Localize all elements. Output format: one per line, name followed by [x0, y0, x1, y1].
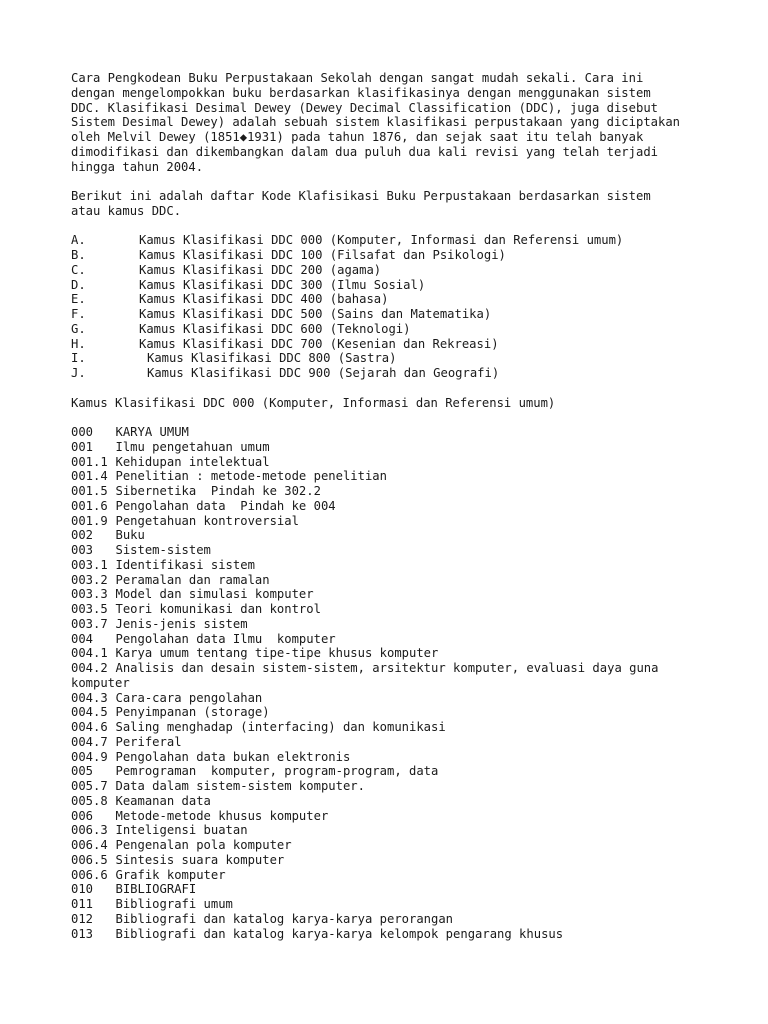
paragraph-gap [71, 410, 731, 425]
ddc-entry [71, 661, 731, 676]
ddc-code: 001.4 [71, 469, 108, 484]
ddc-code: 002 [71, 528, 94, 543]
ddc-entry [71, 838, 731, 853]
ddc-code: 004.6 [71, 720, 108, 734]
ddc-code: 006.5 [71, 852, 108, 867]
ddc-label: Keamanan data [115, 793, 211, 808]
class-text: Kamus Klasifikasi DDC 300 (Ilmu Sosial) [139, 277, 426, 292]
ddc-entry [71, 499, 731, 514]
ddc-entry [71, 691, 731, 706]
ddc-code: 003.7 [71, 616, 108, 631]
ddc-entry [71, 617, 731, 632]
ddc-label: Sibernetika Pindah ke 302.2 [115, 484, 321, 498]
list-intro-line: Berikut ini adalah daftar Kode Klafisikasi Buku Perpustakaan berdasarkan sistem [71, 189, 651, 203]
ddc-label: Analisis dan desain sistem-sistem, arsitektur komputer, evaluasi daya guna [115, 661, 659, 675]
ddc-label: Bibliografi dan katalog karya-karya perorangan [115, 911, 454, 926]
ddc-code: 006.3 [71, 823, 108, 838]
ddc-label: Bibliografi umum [115, 897, 233, 911]
ddc-code: 004.1 [71, 646, 108, 661]
ddc-entry [71, 469, 731, 484]
ddc-entry [71, 514, 731, 529]
ddc-label: Pengenalan pola komputer [115, 838, 292, 852]
ddc-code: 012 [71, 911, 94, 926]
class-list-item [71, 351, 731, 366]
class-letter: D. [71, 277, 86, 292]
class-list-item [71, 278, 731, 293]
ddc-code: 013 [71, 926, 94, 941]
ddc-entry [71, 720, 731, 735]
intro-line: oleh Melvil Dewey (1851◆1931) pada tahun 1876, dan sejak saat itu telah banyak [71, 130, 644, 144]
class-letter: G. [71, 321, 86, 336]
ddc-code: 003 [71, 543, 94, 557]
document-page [71, 71, 731, 941]
ddc-code: 004.2 [71, 661, 108, 675]
class-text: Kamus Klasifikasi DDC 900 (Sejarah dan Geografi) [147, 366, 500, 380]
ddc-entry [71, 794, 731, 809]
ddc-entry [71, 750, 731, 765]
ddc-label: Saling menghadap (interfacing) dan komunikasi [115, 720, 446, 734]
ddc-label: Ilmu pengetahuan umum [115, 439, 270, 454]
class-list [71, 233, 731, 381]
class-letter: I. [71, 351, 86, 366]
ddc-code: 010 [71, 882, 94, 897]
intro-line: Cara Pengkodean Buku Perpustakaan Sekolah dengan sangat mudah sekali. Cara ini [71, 71, 644, 85]
ddc-label: Inteligensi buatan [115, 823, 248, 838]
ddc-code: 004.5 [71, 705, 108, 720]
intro-paragraph [71, 71, 731, 174]
ddc-label: Bibliografi dan katalog karya-karya kelompok pengarang khusus [115, 926, 564, 941]
class-letter: B. [71, 248, 86, 262]
ddc-entry [71, 602, 731, 617]
ddc-entry [71, 587, 731, 602]
ddc-code: 011 [71, 897, 94, 911]
ddc-entry [71, 646, 731, 661]
ddc-entry [71, 528, 731, 543]
ddc-label: Karya umum tentang tipe-tipe khusus komputer [115, 646, 439, 661]
ddc-entry [71, 927, 731, 942]
class-list-item [71, 322, 731, 337]
ddc-code: 001.9 [71, 513, 108, 528]
ddc-code: 006.6 [71, 867, 108, 882]
class-list-item [71, 366, 731, 381]
class-letter: F. [71, 307, 86, 321]
intro-line: dengan mengelompokkan buku berdasarkan klasifikasinya dengan menggunakan sistem [71, 85, 651, 100]
intro-line: dimodifikasi dan dikembangkan dalam dua puluh dua kali revisi yang telah terjadi [71, 144, 658, 159]
ddc-entry [71, 632, 731, 647]
class-text: Kamus Klasifikasi DDC 100 (Filsafat dan Psikologi) [139, 248, 506, 262]
ddc-entry [71, 484, 731, 499]
class-list-item [71, 307, 731, 322]
class-list-item [71, 337, 731, 352]
ddc-label: Periferal [115, 734, 182, 749]
ddc-entry [71, 705, 731, 720]
ddc-code: 003.5 [71, 602, 108, 616]
class-list-item [71, 233, 731, 248]
ddc-entry [71, 573, 731, 588]
class-text: Kamus Klasifikasi DDC 500 (Sains dan Matematika) [139, 307, 492, 321]
intro-line: Sistem Desimal Dewey) adalah sebuah sistem klasifikasi perpustakaan yang diciptakan [71, 115, 681, 130]
ddc-entry [71, 779, 731, 794]
ddc-code: 004.3 [71, 690, 108, 705]
ddc-label: Penelitian : metode-metode penelitian [115, 469, 387, 484]
ddc-entry-list [71, 425, 731, 941]
class-list-item [71, 292, 731, 307]
ddc-label: Pemrograman komputer, program-program, data [115, 764, 439, 779]
ddc-label: Pengolahan data Pindah ke 004 [115, 498, 336, 513]
ddc-label: Grafik komputer [115, 867, 226, 882]
intro-line: hingga tahun 2004. [71, 159, 204, 174]
ddc-entry [71, 425, 731, 440]
ddc-label: Model dan simulasi komputer [115, 587, 314, 602]
ddc-entry [71, 823, 731, 838]
ddc-code: 001.6 [71, 498, 108, 513]
ddc-label: Teori komunikasi dan kontrol [115, 602, 321, 616]
ddc-code: 005 [71, 764, 94, 779]
class-letter: C. [71, 262, 86, 277]
ddc-label-continuation: komputer [71, 675, 130, 690]
ddc-code: 001.5 [71, 484, 108, 498]
class-letter: E. [71, 292, 86, 307]
ddc-label: Sintesis suara komputer [115, 852, 285, 867]
paragraph-gap [71, 381, 731, 396]
ddc-code: 004 [71, 631, 94, 646]
class-list-item [71, 248, 731, 263]
ddc-label: Kehidupan intelektual [115, 454, 270, 469]
ddc-code: 003.2 [71, 572, 108, 587]
ddc-code: 005.7 [71, 779, 108, 793]
ddc-label: Pengolahan data bukan elektronis [115, 749, 351, 764]
class-text: Kamus Klasifikasi DDC 600 (Teknologi) [139, 321, 411, 336]
ddc-code: 000 [71, 425, 94, 439]
ddc-entry [71, 440, 731, 455]
ddc-entry [71, 558, 731, 573]
ddc-entry [71, 853, 731, 868]
ddc-code: 003.3 [71, 587, 108, 602]
ddc-entry [71, 882, 731, 897]
class-letter: H. [71, 336, 86, 351]
ddc-entry [71, 455, 731, 470]
ddc-code: 004.9 [71, 749, 108, 764]
ddc-label: BIBLIOGRAFI [115, 882, 197, 897]
class-text: Kamus Klasifikasi DDC 700 (Kesenian dan Rekreasi) [139, 336, 499, 351]
ddc-entry [71, 764, 731, 779]
ddc-code: 001.1 [71, 454, 108, 469]
ddc-code: 001 [71, 439, 94, 454]
ddc-label: KARYA UMUM [115, 425, 189, 439]
ddc-label: Pengetahuan kontroversial [115, 513, 299, 528]
class-text: Kamus Klasifikasi DDC 800 (Sastra) [147, 351, 397, 366]
class-text: Kamus Klasifikasi DDC 400 (bahasa) [139, 292, 389, 307]
class-text: Kamus Klasifikasi DDC 200 (agama) [139, 262, 382, 277]
ddc-label: Sistem-sistem [115, 543, 211, 557]
ddc-entry [71, 543, 731, 558]
section-heading: Kamus Klasifikasi DDC 000 (Komputer, Informasi dan Referensi umum) [71, 395, 556, 410]
ddc-entry [71, 868, 731, 883]
ddc-code: 006 [71, 808, 94, 823]
ddc-label: Identifikasi sistem [115, 557, 255, 572]
ddc-entry [71, 897, 731, 912]
paragraph-gap [71, 219, 731, 234]
ddc-entry [71, 912, 731, 927]
ddc-code: 003.1 [71, 557, 108, 572]
list-intro-line: atau kamus DDC. [71, 203, 182, 218]
ddc-label: Peramalan dan ramalan [115, 572, 270, 587]
ddc-entry [71, 809, 731, 824]
ddc-label: Data dalam sistem-sistem komputer. [115, 779, 365, 793]
ddc-label: Buku [115, 528, 145, 543]
ddc-label: Penyimpanan (storage) [115, 705, 270, 720]
class-text: Kamus Klasifikasi DDC 000 (Komputer, Informasi dan Referensi umum) [139, 233, 624, 248]
ddc-label: Cara-cara pengolahan [115, 690, 263, 705]
ddc-code: 004.7 [71, 734, 108, 749]
ddc-label: Jenis-jenis sistem [115, 616, 248, 631]
class-letter: J. [71, 366, 86, 380]
ddc-code: 005.8 [71, 793, 108, 808]
ddc-entry [71, 735, 731, 750]
class-list-item [71, 263, 731, 278]
intro-line: DDC. Klasifikasi Desimal Dewey (Dewey Decimal Classification (DDC), juga disebut [71, 100, 658, 115]
paragraph-gap [71, 174, 731, 189]
list-intro-paragraph [71, 189, 731, 219]
class-letter: A. [71, 233, 86, 248]
ddc-label: Metode-metode khusus komputer [115, 808, 329, 823]
ddc-code: 006.4 [71, 838, 108, 852]
ddc-label: Pengolahan data Ilmu komputer [115, 631, 336, 646]
